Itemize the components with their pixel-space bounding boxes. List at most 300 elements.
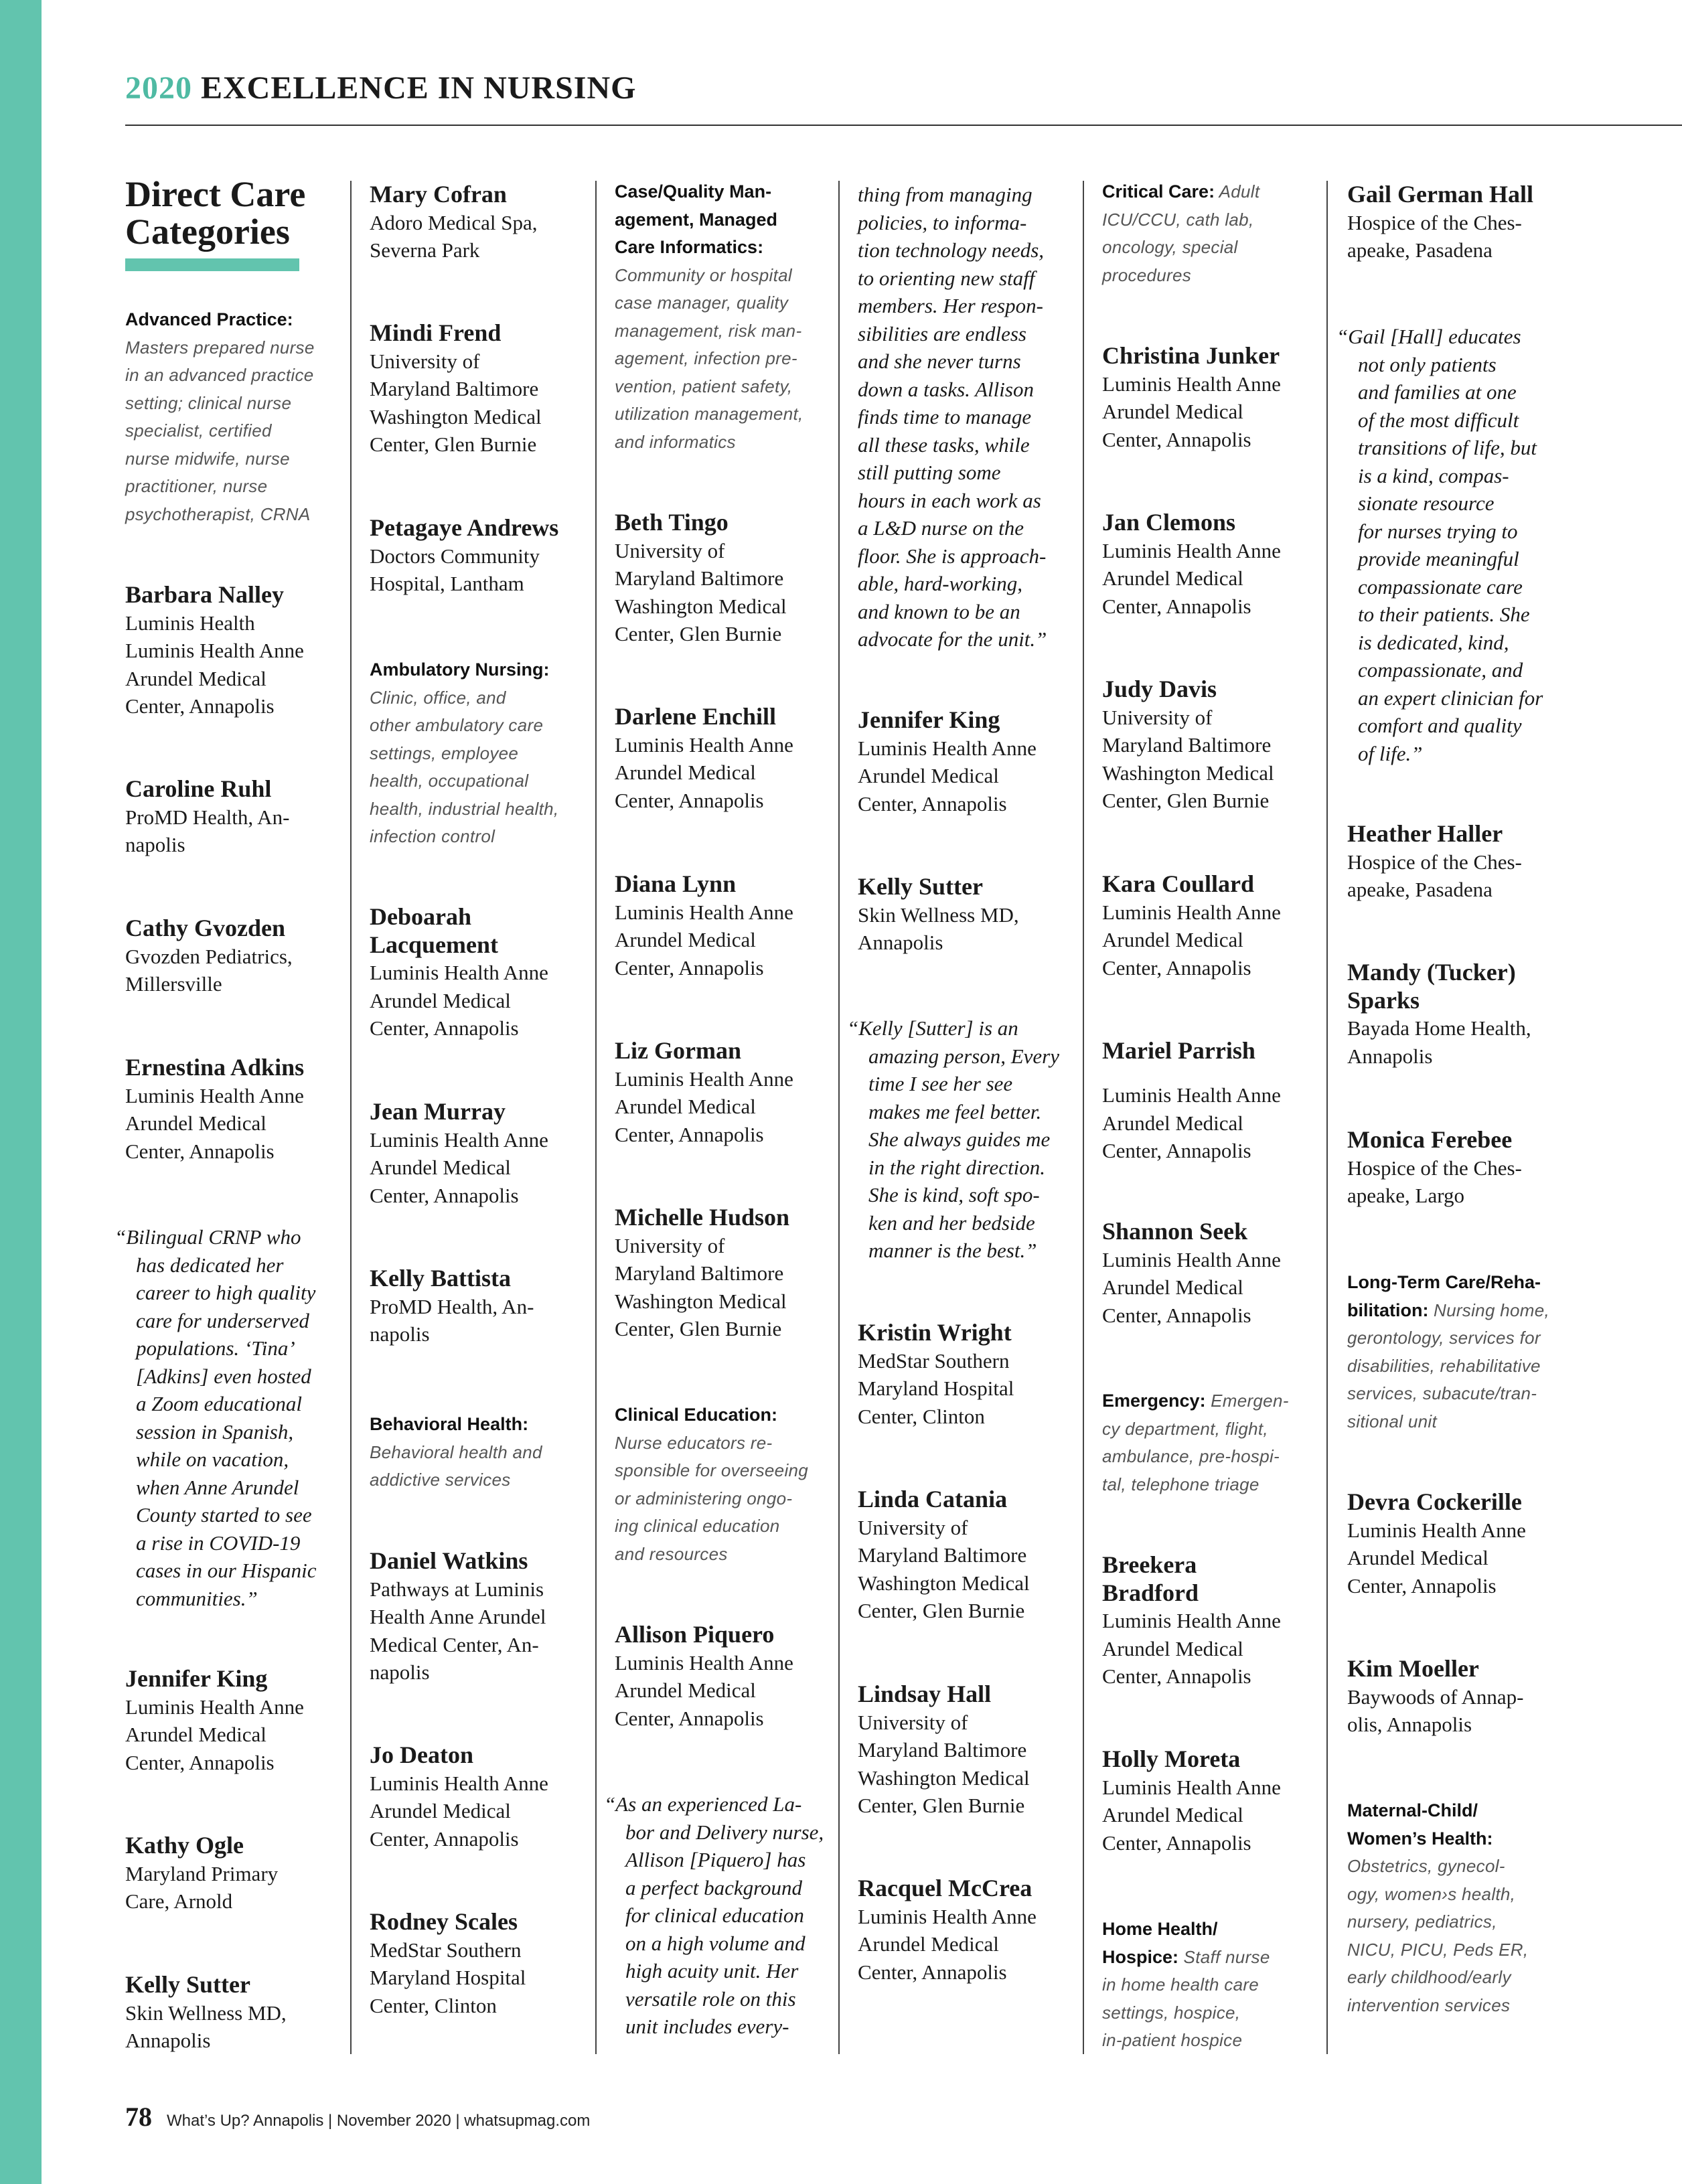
quote-line: for nurses trying to	[1358, 519, 1518, 543]
section-title	[125, 175, 305, 250]
nominee-organization-line: Center, Annapolis	[125, 694, 275, 718]
category-description: or administering ongo-	[615, 1488, 793, 1508]
nominee-organization-line: Center, Glen Burnie	[615, 1317, 782, 1340]
nominee-entry	[858, 1486, 1069, 1625]
nominee-organization-line: Luminis Health Anne	[370, 1771, 548, 1795]
header-title: EXCELLENCE IN NURSING	[201, 70, 637, 106]
page-number: 78	[125, 2102, 152, 2132]
category-entry	[1347, 1797, 1558, 2019]
nominee-organization-line: ProMD Health, An-	[370, 1294, 534, 1318]
quote-line: is dedicated, kind,	[1358, 630, 1509, 654]
nominee-name: Allison Piquero	[615, 1621, 775, 1648]
category-line	[1102, 178, 1313, 206]
category-line	[1102, 1999, 1313, 2027]
quote-line: makes me feel better.	[868, 1099, 1042, 1123]
nominee-organization-line: Center, Glen Burnie	[858, 1599, 1025, 1622]
nominee-organization-line: napolis	[370, 1660, 430, 1684]
category-description: nursery, pediatrics,	[1347, 1912, 1497, 1932]
quote-line: for clinical education	[625, 1903, 804, 1927]
nominee-organization-line: Arundel Medical	[1102, 1803, 1243, 1826]
nominee-organization-line: Center, Annapolis	[1102, 427, 1251, 451]
nominee-organization-line: Hospital, Lantham	[370, 572, 524, 595]
nominee-organization-line: apeake, Pasadena	[1347, 238, 1493, 262]
section-title-line: Direct Care	[125, 174, 306, 214]
nominee-organization-line: Washington Medical	[615, 1289, 787, 1313]
category-line	[615, 234, 826, 262]
category-line	[370, 767, 581, 795]
nominee-organization-line: Baywoods of Annap-	[1347, 1685, 1524, 1709]
category-line	[615, 1485, 826, 1513]
nominee-organization-line: Doctors Community	[370, 544, 540, 568]
category-line	[615, 1429, 826, 1458]
nominee-organization-line: University of	[858, 1710, 968, 1734]
quote-line: a Zoom educational	[136, 1392, 302, 1415]
quote-line: high acuity unit. Her	[625, 1959, 799, 1982]
nominee-organization-line: Luminis Health Anne	[1102, 1247, 1281, 1271]
category-line	[1347, 1269, 1558, 1297]
category-line	[1347, 1408, 1558, 1436]
category-description: early childhood/early	[1347, 1967, 1511, 1987]
nominee-name: Kathy Ogle	[125, 1832, 244, 1859]
nominee-entry	[615, 509, 826, 648]
category-line	[1347, 1797, 1558, 1825]
quote-line: ken and her bedside	[868, 1211, 1035, 1235]
category-description: Staff nurse	[1178, 1946, 1270, 1967]
category-description: tal, telephone triage	[1102, 1474, 1259, 1494]
quote-line: has dedicated her	[136, 1253, 284, 1277]
nominee-name: Heather Haller	[1347, 820, 1503, 847]
category-description: specialist, certified	[125, 420, 272, 441]
quote-line: an expert clinician for	[1358, 686, 1543, 710]
category-line	[1102, 1916, 1313, 1944]
nominee-entry	[125, 1971, 336, 2055]
nominee-organization-line: Gvozden Pediatrics,	[125, 944, 293, 968]
quote-line: thing from managing	[858, 183, 1033, 206]
category-description: health, occupational	[370, 771, 529, 791]
nominee-organization-line: Center, Glen Burnie	[615, 622, 782, 645]
nominee-entry	[615, 870, 826, 982]
nominee-organization-line: Center, Annapolis	[1102, 594, 1251, 618]
nominee-entry	[370, 1265, 581, 1348]
quote-line: Allison [Piquero] has	[625, 1848, 806, 1871]
quote-line: floor. She is approach-	[858, 544, 1047, 568]
category-line	[615, 1401, 826, 1429]
nominee-organization-line: Luminis Health Anne	[615, 1650, 793, 1674]
quote-line: cases in our Hispanic	[136, 1559, 317, 1582]
nominee-organization-line: Center, Annapolis	[615, 955, 764, 980]
category-line	[1347, 1825, 1558, 1853]
nominee-name: Liz Gorman	[615, 1037, 741, 1064]
category-description: oncology, special	[1102, 237, 1238, 257]
category-line	[370, 1466, 581, 1494]
nominee-organization-line: Washington Medical	[615, 594, 787, 618]
quote-line: and known to be an	[858, 599, 1020, 623]
nominee-organization-line: Adoro Medical Spa,	[370, 210, 538, 234]
nominee-name: Kristin Wright	[858, 1319, 1012, 1346]
nominee-organization-line: Maryland Baltimore	[615, 1261, 784, 1285]
quote-line: finds time to manage	[858, 405, 1032, 428]
nominee-entry	[858, 1681, 1069, 1820]
category-label: Care Informatics:	[615, 237, 764, 257]
nominee-organization-line: Washington Medical	[858, 1766, 1030, 1790]
nominee-entry	[858, 706, 1069, 817]
nominee-quote	[1336, 323, 1558, 767]
category-line	[125, 445, 336, 473]
category-description: intervention services	[1347, 1995, 1511, 2015]
category-line	[615, 206, 826, 234]
nominee-organization-line: Hospice of the Ches-	[1347, 210, 1522, 234]
category-description: Nursing home,	[1428, 1300, 1549, 1320]
nominee-organization-line: Arundel Medical	[370, 1156, 511, 1179]
page-header	[125, 70, 636, 106]
nominee-organization-line: Washington Medical	[1102, 761, 1274, 785]
category-label: Home Health/	[1102, 1919, 1218, 1939]
category-label: Advanced Practice:	[125, 309, 293, 329]
nominee-name: Kara Coullard	[1102, 870, 1255, 897]
quote-line: unit includes every-	[625, 2015, 789, 2038]
nominee-name: Kelly Sutter	[858, 873, 983, 900]
category-description: Adult	[1215, 181, 1260, 202]
nominee-organization-line: Pathways at Luminis	[370, 1577, 544, 1601]
category-line	[1347, 1964, 1558, 1992]
nominee-entry	[125, 915, 336, 998]
category-line	[1347, 1297, 1558, 1325]
category-line	[1347, 1908, 1558, 1936]
column-divider	[350, 181, 352, 2054]
nominee-organization-line: Center, Clinton	[858, 1404, 985, 1428]
category-description: ing clinical education	[615, 1516, 780, 1536]
quote-continuation	[858, 181, 1069, 653]
nominee-name: Jennifer King	[125, 1665, 268, 1692]
nominee-organization-line: Arundel Medical	[1102, 1111, 1243, 1135]
quote-line: and families at one	[1358, 380, 1517, 404]
category-label: Critical Care:	[1102, 181, 1215, 202]
category-line	[125, 390, 336, 418]
category-line	[1102, 1387, 1313, 1415]
quote-line: to their patients. She	[1358, 603, 1530, 626]
category-description: in an advanced practice	[125, 365, 314, 385]
category-line	[1347, 1853, 1558, 1881]
footer-publication-info: What’s Up? Annapolis | November 2020 | whatsupmag.com	[167, 2112, 591, 2130]
nominee-organization-line: Hospice of the Ches-	[1347, 850, 1522, 874]
nominee-organization-line: Center, Annapolis	[615, 1122, 764, 1146]
category-line	[1347, 1992, 1558, 2020]
nominee-name: Lacquement	[370, 931, 498, 958]
category-label: Clinical Education:	[615, 1405, 778, 1425]
category-entry	[1102, 178, 1313, 289]
nominee-name: Jo Deaton	[370, 1741, 473, 1768]
nominee-organization-line: apeake, Pasadena	[1347, 878, 1493, 901]
quote-line: a perfect background	[625, 1875, 802, 1899]
nominee-organization-line: Arundel Medical	[1102, 1275, 1243, 1299]
nominee-entry	[1102, 1745, 1313, 1857]
quote-line: policies, to informa-	[858, 210, 1027, 234]
nominee-organization-line: Arundel Medical	[1102, 400, 1243, 423]
category-description: procedures	[1102, 264, 1192, 285]
nominee-name: Judy Davis	[1102, 676, 1217, 702]
header-rule	[125, 125, 1682, 126]
category-line	[370, 795, 581, 824]
nominee-name: Mariel Parrish	[1102, 1037, 1255, 1064]
quote-line: She is kind, soft spo-	[868, 1183, 1040, 1206]
nominee-organization-line: Center, Glen Burnie	[370, 433, 537, 456]
quote-line: sionate resource	[1358, 491, 1495, 515]
nominee-organization-line: ProMD Health, An-	[125, 805, 290, 829]
category-description: utilization management,	[615, 404, 804, 424]
category-description: gerontology, services for	[1347, 1328, 1541, 1348]
category-description: vention, patient safety,	[615, 376, 793, 396]
quote-line: “Gail [Hall] educates	[1336, 325, 1521, 348]
nominee-organization-line: Luminis Health Anne	[1102, 538, 1281, 562]
category-line	[125, 334, 336, 362]
category-description: agement, infection pre-	[615, 348, 797, 368]
accent-side-bar	[0, 0, 42, 2184]
nominee-name: Darlene Enchill	[615, 703, 776, 730]
category-line	[370, 712, 581, 740]
nominee-name: Shannon Seek	[1102, 1218, 1248, 1245]
nominee-organization-line: Center, Annapolis	[370, 1826, 519, 1851]
nominee-entry	[858, 873, 1069, 957]
nominee-entry	[1102, 1218, 1313, 1329]
nominee-name: Cathy Gvozden	[125, 915, 286, 941]
quote-line: County started to see	[136, 1503, 312, 1527]
nominee-organization-line: MedStar Southern	[370, 1938, 522, 1962]
nominee-organization-line: Luminis Health Anne	[1102, 1775, 1281, 1799]
nominee-organization-line: Skin Wellness MD,	[858, 903, 1019, 927]
category-line	[1102, 234, 1313, 262]
nominee-entry	[615, 1037, 826, 1148]
quote-line: in the right direction.	[868, 1155, 1046, 1179]
category-line	[1347, 1936, 1558, 1964]
nominee-entry	[1347, 1126, 1558, 1210]
quote-line: not only patients	[1358, 352, 1497, 376]
quote-line: advocate for the unit.”	[858, 627, 1047, 651]
quote-line: “As an experienced La-	[604, 1792, 802, 1816]
nominee-entry	[1102, 870, 1313, 982]
nominee-organization-line: Center, Annapolis	[370, 1183, 519, 1207]
nominee-organization-line: Maryland Baltimore	[615, 566, 784, 590]
nominee-entry	[370, 1908, 581, 2019]
nominee-organization-line: Care, Arnold	[125, 1889, 233, 1913]
nominee-organization-line: University of	[1102, 705, 1213, 729]
nominee-organization-line: Luminis Health Anne	[125, 1695, 304, 1719]
nominee-organization	[1102, 1081, 1313, 1165]
nominee-name: Linda Catania	[858, 1486, 1008, 1512]
nominee-entry	[615, 1621, 826, 1732]
nominee-entry	[370, 1547, 581, 1687]
nominee-name: Holly Moreta	[1102, 1745, 1241, 1772]
nominee-organization-line: Arundel Medical	[370, 988, 511, 1012]
nominee-organization-line: Luminis Health Anne	[858, 736, 1037, 760]
category-label: Women’s Health:	[1347, 1828, 1493, 1849]
quote-line: bor and Delivery nurse,	[625, 1820, 824, 1844]
nominee-name: Barbara Nalley	[125, 581, 284, 608]
category-line	[615, 262, 826, 290]
nominee-entry	[1347, 959, 1558, 1070]
nominee-organization-line: Luminis Health Anne	[858, 1904, 1037, 1928]
category-line	[1347, 1380, 1558, 1408]
quote-line: on a high volume and	[625, 1931, 806, 1955]
nominee-organization-line: Center, Annapolis	[370, 1016, 519, 1040]
category-entry	[1102, 1916, 1313, 2055]
nominee-organization-line: Luminis Health Anne	[370, 961, 548, 984]
nominee-entry	[125, 581, 336, 720]
category-description: Emergen-	[1205, 1391, 1289, 1411]
nominee-entry	[125, 1054, 336, 1165]
category-description: sitional unit	[1347, 1411, 1437, 1431]
nominee-organization-line: Luminis Health	[125, 611, 255, 635]
nominee-organization-line: Luminis Health Anne	[1347, 1518, 1526, 1542]
quote-line: session in Spanish,	[136, 1419, 294, 1444]
category-line	[1347, 1881, 1558, 1909]
nominee-name: Mindi Frend	[370, 319, 502, 346]
quote-line: compassionate, and	[1358, 658, 1523, 682]
category-line	[615, 1512, 826, 1541]
nominee-name: Gail German Hall	[1347, 181, 1533, 208]
nominee-name: Kelly Battista	[370, 1265, 511, 1292]
category-line	[370, 823, 581, 851]
category-line	[370, 684, 581, 712]
nominee-name: Petagaye Andrews	[370, 514, 559, 541]
category-label: bilitation:	[1347, 1300, 1429, 1320]
category-label: Ambulatory Nursing:	[370, 659, 550, 680]
category-line	[1102, 206, 1313, 234]
nominee-organization-line: olis, Annapolis	[1347, 1713, 1472, 1736]
category-line	[615, 1541, 826, 1569]
category-entry	[125, 306, 336, 528]
nominee-organization-line: Center, Annapolis	[615, 788, 764, 812]
nominee-organization-line: Arundel Medical	[858, 764, 999, 787]
header-year: 2020	[125, 70, 192, 106]
nominee-organization-line: Center, Annapolis	[1102, 1139, 1251, 1162]
nominee-name: Jennifer King	[858, 706, 1000, 733]
nominee-organization-line: Hospice of the Ches-	[1347, 1156, 1522, 1180]
quote-line: and she never turns	[858, 349, 1021, 373]
nominee-organization-line: Arundel Medical	[615, 1095, 756, 1118]
quote-line: is a kind, compas-	[1358, 463, 1509, 487]
quote-line: tion technology needs,	[858, 238, 1045, 262]
nominee-organization-line: Arundel Medical	[1102, 566, 1243, 590]
nominee-organization-line: MedStar Southern	[858, 1348, 1010, 1373]
category-line	[125, 501, 336, 529]
nominee-name: Breekera	[1102, 1551, 1197, 1578]
nominee-organization-line: Center, Annapolis	[125, 1139, 275, 1163]
quote-line: comfort and quality	[1358, 714, 1522, 737]
nominee-organization-line: Center, Annapolis	[1347, 1573, 1497, 1597]
nominee-entry	[125, 1832, 336, 1916]
category-line	[615, 345, 826, 373]
quote-line: “Kelly [Sutter] is an	[847, 1016, 1018, 1040]
nominee-organization-line: Maryland Baltimore	[858, 1543, 1027, 1567]
category-description: nurse midwife, nurse	[125, 448, 290, 469]
quote-line: still putting some	[858, 461, 1001, 484]
quote-line: able, hard-working,	[858, 572, 1022, 595]
quote-line: sibilities are endless	[858, 321, 1026, 345]
nominee-quote	[847, 1014, 1069, 1265]
nominee-entry	[1102, 1037, 1313, 1065]
nominee-organization-line: Severna Park	[370, 238, 480, 262]
nominee-name: Devra Cockerille	[1347, 1488, 1522, 1515]
nominee-organization-line: Arundel Medical	[1102, 928, 1243, 951]
category-line	[615, 400, 826, 428]
category-description: in home health care	[1102, 1974, 1259, 1995]
nominee-entry	[1102, 509, 1313, 620]
nominee-organization-line: Center, Glen Burnie	[858, 1794, 1025, 1817]
quote-line: transitions of life, but	[1358, 436, 1537, 459]
category-description: ambulance, pre-hospi-	[1102, 1446, 1280, 1466]
category-label: Case/Quality Man-	[615, 181, 772, 202]
category-description: infection control	[370, 826, 495, 846]
nominee-organization-line: Luminis Health Anne	[125, 1083, 304, 1107]
quote-line: versatile role on this	[625, 1986, 796, 2011]
nominee-organization-line: Arundel Medical	[615, 761, 756, 784]
category-description: setting; clinical nurse	[125, 392, 292, 413]
nominee-entry	[858, 1319, 1069, 1430]
nominee-name: Daniel Watkins	[370, 1547, 528, 1574]
quote-line: time I see her see	[868, 1072, 1013, 1095]
category-description: NICU, PICU, Peds ER,	[1347, 1939, 1529, 1960]
nominee-entry	[615, 703, 826, 814]
category-description: cy department, flight,	[1102, 1418, 1268, 1439]
page-footer	[125, 2101, 590, 2132]
category-entry	[370, 1411, 581, 1494]
nominee-organization-line: Maryland Baltimore	[858, 1738, 1027, 1762]
quote-line: of the most difficult	[1358, 408, 1519, 432]
category-description: settings, hospice,	[1102, 2002, 1241, 2023]
nominee-entry	[125, 1665, 336, 1776]
category-description: other ambulatory care	[370, 715, 544, 735]
quote-line: [Adkins] even hosted	[136, 1364, 311, 1388]
quote-line: while on vacation,	[136, 1448, 289, 1471]
nominee-organization-line: Luminis Health Anne	[1102, 372, 1281, 396]
quote-line: hours in each work as	[858, 488, 1041, 512]
category-line	[615, 317, 826, 345]
nominee-entry	[1347, 820, 1558, 904]
category-description: health, industrial health,	[370, 798, 559, 819]
nominee-organization-line: Center, Annapolis	[125, 1750, 275, 1774]
nominee-organization-line: Center, Clinton	[370, 1993, 497, 2017]
nominee-organization-line: Luminis Health Anne	[615, 1067, 793, 1091]
nominee-name: Jan Clemons	[1102, 509, 1236, 536]
category-label: Long-Term Care/Reha-	[1347, 1272, 1541, 1292]
category-description: psychotherapist, CRNA	[125, 503, 311, 524]
nominee-organization-line: Luminis Health Anne	[1102, 900, 1281, 924]
nominee-name: Beth Tingo	[615, 509, 729, 536]
nominee-quote	[114, 1223, 336, 1612]
category-description: and resources	[615, 1543, 728, 1564]
nominee-organization-line: Luminis Health Anne	[1102, 1083, 1281, 1107]
nominee-organization-line: Center, Annapolis	[1102, 1664, 1251, 1688]
nominee-name: Racquel McCrea	[858, 1875, 1033, 1901]
nominee-organization-line: Health Anne Arundel	[370, 1605, 546, 1628]
nominee-organization-line: napolis	[370, 1322, 430, 1346]
category-description: management, risk man-	[615, 320, 802, 341]
category-entry	[370, 656, 581, 851]
nominee-entry	[1102, 342, 1313, 453]
category-line	[1347, 1324, 1558, 1352]
quote-line: when Anne Arundel	[136, 1475, 299, 1499]
category-entry	[615, 178, 826, 456]
category-line	[370, 656, 581, 684]
category-line	[1102, 262, 1313, 290]
column-divider	[595, 181, 597, 2054]
nominee-organization-line: Luminis Health Anne	[1102, 1609, 1281, 1632]
category-line	[125, 417, 336, 445]
nominee-name: Jean Murray	[370, 1098, 506, 1125]
nominee-organization-line: Center, Annapolis	[858, 791, 1007, 815]
nominee-organization-line: Arundel Medical	[615, 1679, 756, 1702]
category-entry	[615, 1401, 826, 1568]
